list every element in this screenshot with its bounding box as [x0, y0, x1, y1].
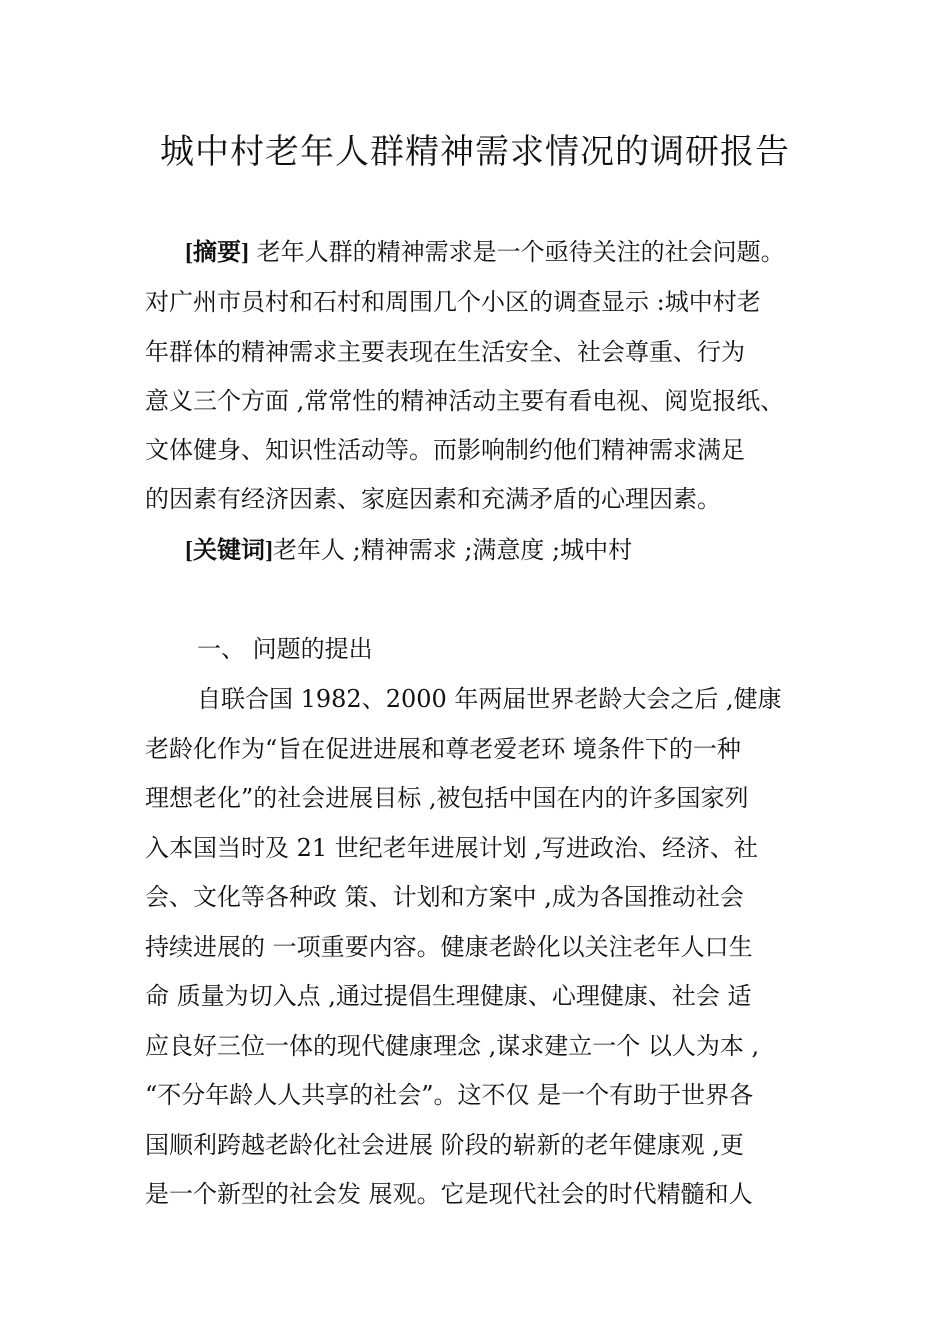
- abstract-line: 文体健身、知识性活动等。而影响制约他们精神需求满足: [145, 436, 745, 464]
- body-line: 入本国当时及 21 世纪老年进展计划 ,写进政治、经济、社: [145, 834, 759, 862]
- abstract-line: 对广州市员村和石村和周围几个小区的调查显示 :城中村老: [145, 288, 761, 316]
- body-line: 国顺利跨越老龄化社会进展 阶段的崭新的老年健康观 ,更: [145, 1131, 744, 1159]
- body-line: “不分年龄人人共享的社会”。这不仅 是一个有助于世界各: [145, 1081, 754, 1109]
- body-line: 自联合国 1982、2000 年两届世界老龄大会之后 ,健康: [197, 685, 782, 713]
- body-line: 是一个新型的社会发 展观。它是现代社会的时代精髓和人: [145, 1180, 753, 1208]
- body-line: 会、文化等各种政 策、计划和方案中 ,成为各国推动社会: [145, 883, 744, 911]
- body-line: 老龄化作为“旨在促进进展和尊老爱老环 境条件下的一种: [145, 735, 741, 763]
- body-line: 应良好三位一体的现代健康理念 ,谋求建立一个 以人为本 ,: [145, 1032, 760, 1060]
- abstract-line: 的因素有经济因素、家庭因素和充满矛盾的心理因素。: [145, 485, 721, 513]
- keywords-line: [185, 535, 632, 566]
- abstract-line: 意义三个方面 ,常常性的精神活动主要有看电视、阅览报纸、: [145, 387, 785, 415]
- abstract-line: 年群体的精神需求主要表现在生活安全、社会尊重、行为: [145, 338, 745, 366]
- abstract-tag: [摘要]: [185, 240, 249, 266]
- keywords-text: 老年人 ;精神需求 ;满意度 ;城中村: [272, 536, 633, 564]
- abstract-first-line: [185, 237, 785, 268]
- body-line: 持续进展的 一项重要内容。健康老龄化以关注老年人口生: [145, 933, 753, 961]
- body-line: 理想老化”的社会进展目标 ,被包括中国在内的许多国家列: [145, 784, 749, 812]
- keywords-tag: [关键词]: [185, 538, 273, 564]
- abstract-first-line-text: 老年人群的精神需求是一个亟待关注的社会问题。: [256, 238, 785, 266]
- body-line: 命 质量为切入点 ,通过提倡生理健康、心理健康、社会 适: [145, 982, 752, 1010]
- section-heading: 一、 问题的提出: [197, 635, 373, 663]
- document-title: 城中村老年人群精神需求情况的调研报告: [160, 132, 790, 172]
